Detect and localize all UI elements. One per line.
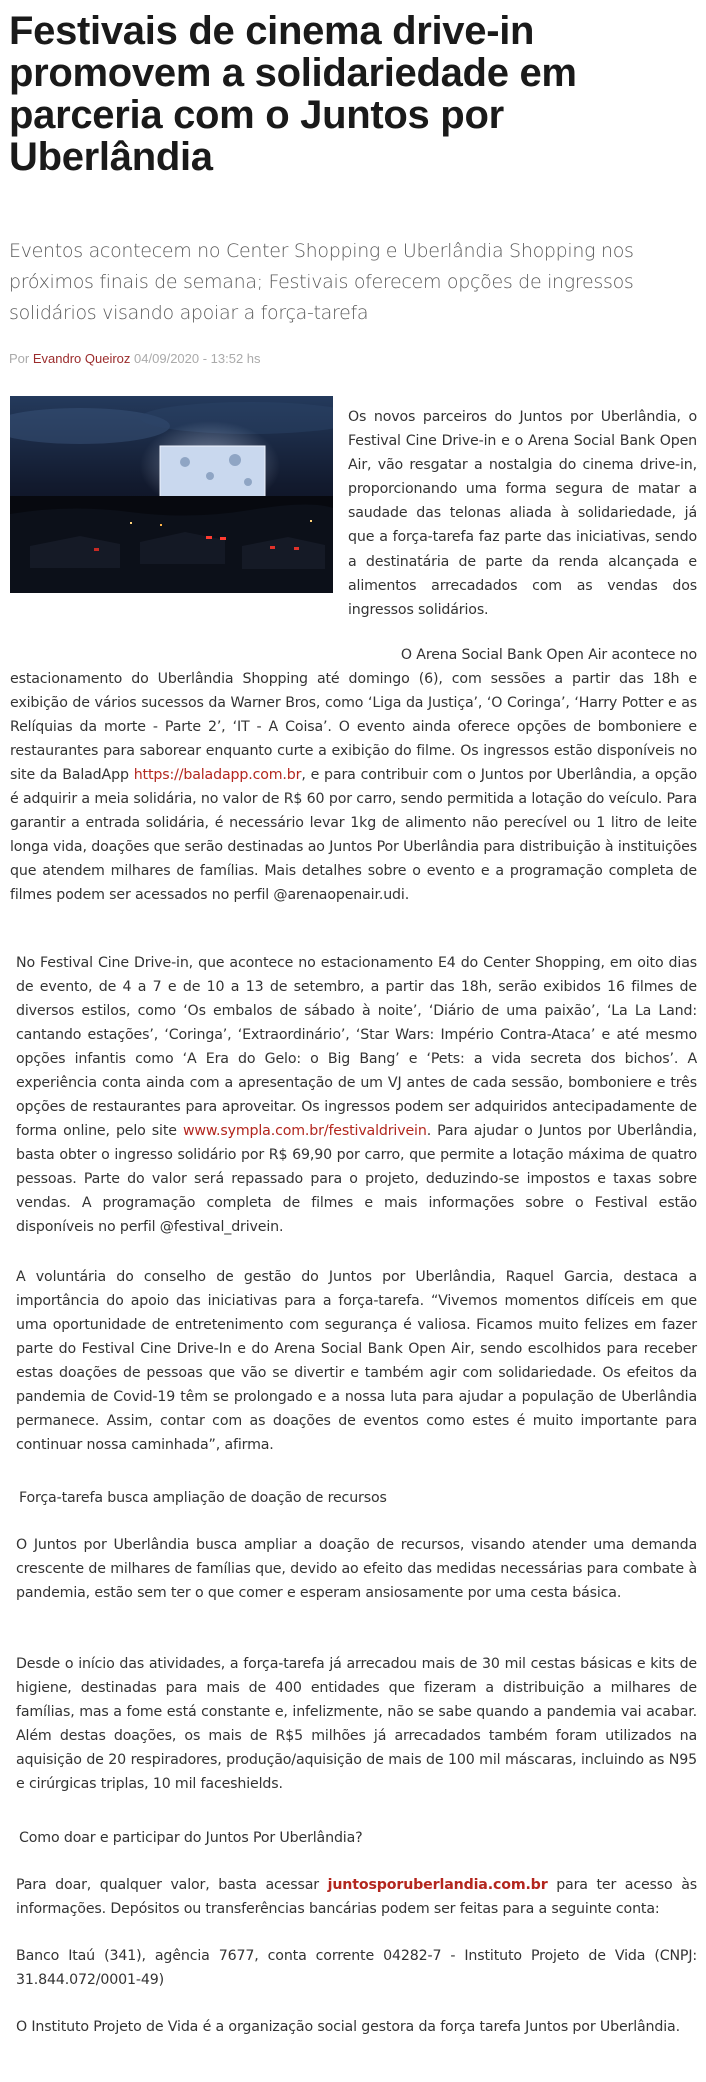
paragraph-bank-account: Banco Itaú (341), agência 7677, conta corrente 04282-7 - Instituto Projeto de Vida (CNPJ: 31.844.072/0001-49)	[16, 1948, 697, 1988]
paragraph-como-doar	[16, 1873, 697, 1921]
paragraph-arena-text-b: , e para contribuir com o Juntos por Uberlândia, a opção é adquirir a meia solidária, no valor de R$ 60 por carro, sendo permitida a lotação do veículo. Para garantir a entrada solidária, é necessário levar 1kg de alimento não perecível ou 1 litro de leite longa vida, doações que serão destinadas ao Juntos Por Uberlândia para distribuição à instituições que atendem milhares de famílias. Mais detalhes sobre o evento e a programação completa de filmes podem ser acessados no perfil @arenaopenair.udi.	[10, 767, 697, 903]
paragraph-arena-text-a: estacionamento do Uberlândia Shopping até domingo (6), com sessões a partir das 18h e exibição de vários sucessos da Warner Bros, como ‘Liga da Justiça’, ‘O Coringa’, ‘Harry Potter e as Relíquias da morte - Parte 2’, ‘IT - A Coisa’. O evento ainda oferece opções de bomboniere e restaurantes para saborear enquanto curte a exibição do filme. Os ingressos estão disponíveis no site da BaladApp	[10, 671, 697, 783]
publish-datetime: 04/09/2020 - 13:52 hs	[134, 351, 261, 366]
paragraph-cine-text-a: No Festival Cine Drive-in, que acontece no estacionamento E4 do Center Shopping, em oito dias de evento, de 4 a 7 e de 10 a 13 de setembro, a partir das 18h, serão exibidos 16 filmes de diversos estilos, como ‘Os embalos de sábado à noite’, ‘Diário de uma paixão’, ‘La La Land: cantando estações’, ‘Coringa’, ‘Extraordinário’, ‘Star Wars: Império Contra-Ataca’ e até mesmo opções infantis como ‘A Era do Gelo: o Big Bang’ e ‘Pets: a vida secreta dos bichos’. A experiência conta ainda com a apresentação de um VJ antes de cada sessão, bomboniere e três opções de restaurantes para aproveitar. Os ingressos podem ser adquiridos antecipadamente de forma online, pelo site	[16, 955, 697, 1139]
paragraph-como-doar-text-b: para ter acesso às informações. Depósitos ou transferências bancárias podem ser feitas para a seguinte conta:	[16, 1877, 698, 1917]
author-link[interactable]: Evandro Queiroz	[32, 351, 131, 366]
paragraph-raquel-quote: A voluntária do conselho de gestão do Juntos por Uberlândia, Raquel Garcia, destaca a importância do apoio das iniciativas para a força-tarefa. “Vivemos momentos difíceis em que uma oportunidade de entretenimento com segurança é valiosa. Ficamos muito felizes em fazer parte do Festival Cine Drive-In e do Arena Social Bank Open Air, sendo escolhidos para receber estas doações de pessoas que vão se divertir e também agir com solidariedade. Os efeitos da pandemia de Covid-19 têm se prolongado e a nossa luta para ajudar a população de Uberlândia permanece. Assim, contar com as doações de eventos como estes é muito importante para continuar nossa caminhada”, afirma.	[16, 1269, 697, 1453]
juntos-site-link[interactable]: juntosporuberlandia.com.br	[327, 1877, 548, 1893]
drive-in-photo	[10, 396, 333, 593]
baladapp-link[interactable]: https://baladapp.com.br	[133, 767, 302, 783]
paragraph-ampliar-doacao: O Juntos por Uberlândia busca ampliar a doação de recursos, visando atender uma demanda crescente de milhares de famílias que, devido ao efeito das medidas necessárias para combate à pandemia, estão sem ter o que comer e esperam ansiosamente por uma cesta básica.	[16, 1537, 697, 1601]
paragraph-instituto: O Instituto Projeto de Vida é a organização social gestora da força tarefa Juntos por Uberlândia.	[16, 2019, 680, 2035]
paragraph-como-doar-text-a: Para doar, qualquer valor, basta acessar	[16, 1877, 328, 1893]
byline-prefix: Por	[9, 351, 30, 366]
section-heading-como-doar: Como doar e participar do Juntos Por Uberlândia?	[19, 1830, 363, 1846]
paragraph-intro: Os novos parceiros do Juntos por Uberlândia, o Festival Cine Drive-in e o Arena Social Bank Open Air, vão resgatar a nostalgia do cinema drive-in, proporcionando uma forma segura de matar a saudade das telonas aliada à solidariedade, já que a força-tarefa faz parte das iniciativas, sendo a destinatária de parte da renda alcançada e alimentos arrecadados com as vendas dos ingressos solidários.	[348, 409, 697, 618]
paragraph-arena	[10, 667, 697, 907]
byline	[9, 351, 261, 366]
article-subtitle: Eventos acontecem no Center Shopping e Uberlândia Shopping nos próximos finais de semana; Festivais oferecem opções de ingressos solidários visando apoiar a força-tarefa	[9, 240, 634, 324]
paragraph-arrecadacao: Desde o início das atividades, a força-tarefa já arrecadou mais de 30 mil cestas básicas e kits de higiene, destinadas para mais de 400 entidades que fizeram a distribuição a milhares de famílias, mas a fome está constante e, infelizmente, não se sabe quando a pandemia vai acabar. Além destas doações, os mais de R$5 milhões já arrecadados também foram utilizados na aquisição de 20 respiradores, produção/aquisição de mais de 100 mil máscaras, incluindo as N95 e cirúrgicas triplas, 10 mil faceshields.	[16, 1656, 697, 1792]
paragraph-cine-text-b: . Para ajudar o Juntos por Uberlândia, basta obter o ingresso solidário por R$ 69,90 por carro, que permite a lotação máxima de quatro pessoas. Parte do valor será repassado para o projeto, deduzindo-se impostos e taxas sobre vendas. A programação completa de filmes e mais informações sobre o Festival estão disponíveis no perfil @festival_drivein.	[16, 1123, 698, 1235]
paragraph-cine-drive-in	[16, 951, 697, 1239]
paragraph-arena-first-line: O Arena Social Bank Open Air acontece no	[400, 647, 697, 663]
drive-in-photo-illustration	[10, 396, 333, 593]
section-heading-forca-tarefa: Força-tarefa busca ampliação de doação de recursos	[19, 1490, 387, 1506]
sympla-link[interactable]: www.sympla.com.br/festivaldrivein	[182, 1123, 427, 1139]
article-title: Festivais de cinema drive-in promovem a solidariedade em parceria com o Juntos por Uberlândia	[9, 9, 577, 179]
